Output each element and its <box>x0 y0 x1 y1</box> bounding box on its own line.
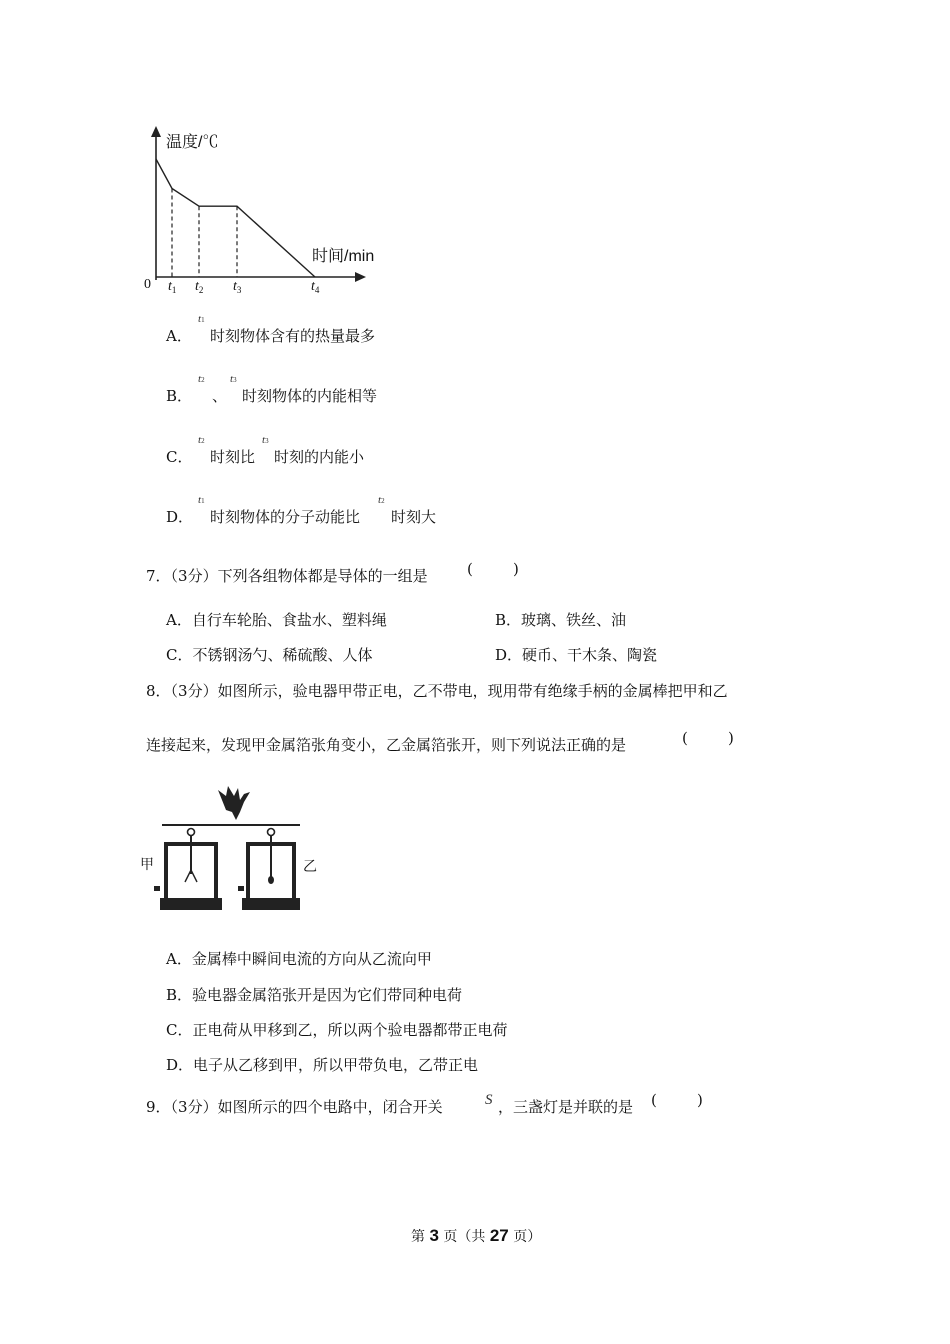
option-letter: B． <box>166 986 193 1004</box>
option-letter: B． <box>166 387 193 405</box>
option-text: 验电器金属箔张开是因为它们带同种电荷 <box>192 986 463 1004</box>
label-yi: 乙 <box>303 858 317 874</box>
option-text-mid: 时刻物体的分子动能比 <box>210 508 361 526</box>
y-axis-label: 温度/℃ <box>166 134 219 151</box>
option-text-mid: 时刻比 <box>210 448 256 466</box>
electroscope-left <box>154 829 222 911</box>
q7-option-d[interactable] <box>495 645 657 665</box>
option-letter: D． <box>166 1056 194 1074</box>
page-number: 3 <box>429 1226 439 1245</box>
option-text: 正电荷从甲移到乙，所以两个验电器都带正电荷 <box>192 1021 508 1039</box>
option-text: 时刻物体含有的热量最多 <box>210 327 376 345</box>
temperature-time-graph <box>130 122 390 300</box>
switch-symbol: S <box>485 1092 493 1108</box>
option-letter: A． <box>166 950 192 968</box>
t1-symbol: t1 <box>198 313 205 325</box>
t1-symbol: t1 <box>198 494 205 506</box>
option-letter: C． <box>166 448 193 466</box>
tick-label-t3: $t_3$ <box>233 279 242 295</box>
q8-stem-line2: 连接起来，发现甲金属箔张角变小，乙金属箔张开，则下列说法正确的是 <box>146 736 627 754</box>
answer-paren-close: ) <box>697 1091 703 1109</box>
option-text: 时刻物体的内能相等 <box>242 387 378 405</box>
answer-paren-close: ) <box>728 729 734 747</box>
option-letter: D． <box>495 646 523 664</box>
electroscope-right <box>238 829 300 911</box>
separator: 、 <box>212 387 228 405</box>
x-axis-label: 时间/min <box>312 248 375 265</box>
q7-option-b[interactable] <box>495 610 626 630</box>
page-total: 27 <box>489 1226 509 1245</box>
temperature-curve <box>156 159 315 277</box>
option-text: 硬币、干木条、陶瓷 <box>522 646 658 664</box>
option-letter: C． <box>166 1021 193 1039</box>
option-letter: A． <box>166 327 192 345</box>
option-text: 自行车轮胎、食盐水、塑料绳 <box>191 611 387 629</box>
q8-option-b[interactable] <box>166 985 462 1005</box>
t2-symbol: t2 <box>198 434 205 446</box>
y-axis-arrow-icon <box>151 126 161 137</box>
page-footer <box>411 1226 541 1246</box>
q8-option-a[interactable] <box>166 949 432 969</box>
q8-option-c[interactable] <box>166 1020 508 1040</box>
q6-option-a[interactable] <box>166 326 192 346</box>
option-text: 电子从乙移到甲，所以甲带负电，乙带正电 <box>193 1056 479 1074</box>
option-letter: D． <box>166 508 194 526</box>
t3-symbol: t3 <box>262 434 269 446</box>
answer-paren-close: ) <box>513 560 519 578</box>
option-letter: A． <box>166 611 192 629</box>
label-jia: 甲 <box>140 856 154 872</box>
t3-symbol: t3 <box>230 373 237 385</box>
t2-symbol: t2 <box>198 373 205 385</box>
tick-label-t2: $t_2$ <box>195 279 204 295</box>
answer-paren-open: ( <box>651 1091 657 1109</box>
q9-stem-tail: ，三盏灯是并联的是 <box>498 1098 634 1116</box>
q8-option-d[interactable] <box>166 1055 478 1075</box>
footer-mid: 页（共 <box>443 1229 486 1245</box>
q8-stem-line1: 8．（3分）如图所示，验电器甲带正电，乙不带电，现用带有绝缘手柄的金属棒把甲和乙 <box>146 682 728 700</box>
q7-option-a[interactable] <box>166 610 387 630</box>
option-text: 时刻的内能小 <box>274 448 365 466</box>
option-text: 不锈钢汤勺、稀硫酸、人体 <box>192 646 373 664</box>
answer-paren-open: ( <box>682 729 688 747</box>
footer-pre: 第 <box>411 1229 425 1245</box>
hand-icon <box>218 786 250 820</box>
origin-label: 0 <box>144 277 151 292</box>
q6-option-c[interactable] <box>166 447 192 467</box>
q9-stem: 9．（3分）如图所示的四个电路中，闭合开关 <box>146 1098 443 1116</box>
q7-stem: 7．（3分）下列各组物体都是导体的一组是 <box>146 567 428 585</box>
x-axis-arrow-icon <box>355 272 366 282</box>
option-text: 时刻大 <box>391 508 437 526</box>
t2-symbol: t2 <box>378 494 385 506</box>
tick-label-t4: $t_4$ <box>311 279 320 295</box>
q6-option-b[interactable] <box>166 386 192 406</box>
option-letter: B． <box>495 611 522 629</box>
footer-post: 页） <box>513 1229 542 1245</box>
option-letter: C． <box>166 646 193 664</box>
electroscope-figure <box>140 782 340 914</box>
q6-option-d[interactable] <box>166 507 193 527</box>
tick-label-t1: $t_1$ <box>168 279 177 295</box>
option-text: 金属棒中瞬间电流的方向从乙流向甲 <box>191 950 432 968</box>
q7-option-c[interactable] <box>166 645 373 665</box>
option-text: 玻璃、铁丝、油 <box>521 611 627 629</box>
answer-paren-open: ( <box>467 560 473 578</box>
